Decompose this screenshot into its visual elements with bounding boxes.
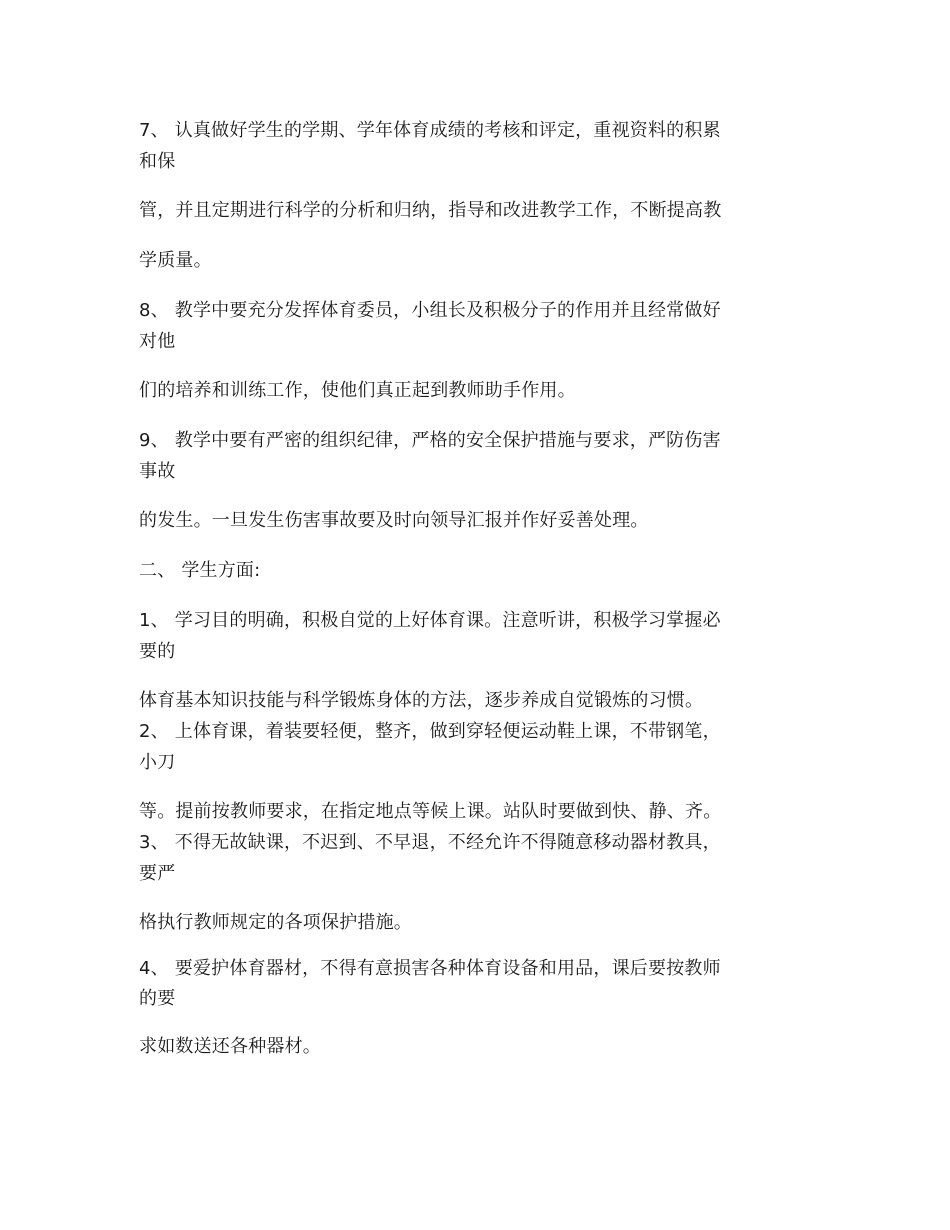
text-line: 7、 认真做好学生的学期、学年体育成绩的考核和评定，重视资料的积累	[139, 120, 721, 141]
text-line: 体育基本知识技能与科学锻炼身体的方法，逐步养成自觉锻炼的习惯。	[139, 690, 704, 711]
section-heading: 二、 学生方面:	[139, 560, 261, 581]
text-line: 9、 教学中要有严密的组织纪律，严格的安全保护措施与要求，严防伤害	[139, 430, 721, 451]
text-line: 管，并且定期进行科学的分析和归纳，指导和改进教学工作，不断提高教	[139, 200, 722, 221]
text-line: 1、 学习目的明确，积极自觉的上好体育课。注意听讲，积极学习掌握必	[139, 610, 721, 631]
text-line: 要的	[139, 641, 176, 662]
text-line: 小刀	[139, 752, 176, 773]
text-line: 学质量。	[139, 250, 212, 271]
text-line: 求如数送还各种器材。	[139, 1036, 321, 1057]
text-line: 格执行教师规定的各项保护措施。	[139, 912, 412, 933]
text-line: 的发生。一旦发生伤害事故要及时向领导汇报并作好妥善处理。	[139, 510, 649, 531]
text-line: 们的培养和训练工作，使他们真正起到教师助手作用。	[139, 380, 576, 401]
text-line: 要严	[139, 863, 176, 884]
text-line: 8、 教学中要充分发挥体育委员，小组长及积极分子的作用并且经常做好	[139, 300, 721, 321]
text-line: 3、 不得无故缺课，不迟到、不早退，不经允许不得随意移动器材教具，	[139, 832, 721, 853]
text-line: 2、 上体育课，着装要轻便，整齐，做到穿轻便运动鞋上课，不带钢笔，	[139, 721, 721, 742]
text-line: 的要	[139, 988, 176, 1009]
text-line: 对他	[139, 331, 176, 352]
text-line: 和保	[139, 151, 176, 172]
text-line: 事故	[139, 461, 176, 482]
text-line: 等。提前按教师要求，在指定地点等候上课。站队时要做到快、静、齐。	[139, 801, 722, 822]
text-line: 4、 要爱护体育器材，不得有意损害各种体育设备和用品，课后要按教师	[139, 958, 721, 979]
